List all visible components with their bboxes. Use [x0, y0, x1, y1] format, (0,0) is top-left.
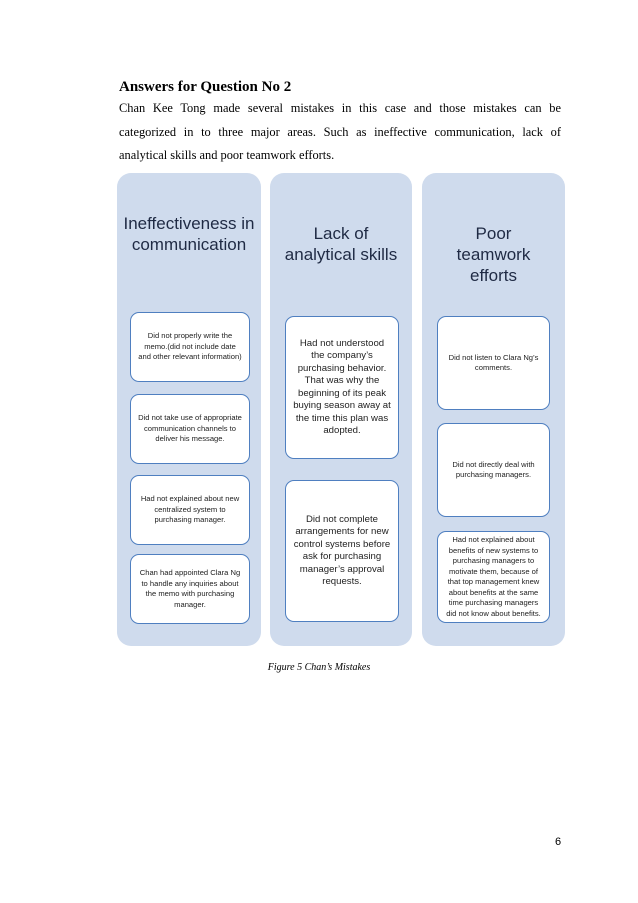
- column-teamwork: [422, 173, 565, 646]
- mistake-card-text: Did not complete arrangements for new control systems before ask for purchasing manager’s approval requests.: [293, 513, 391, 587]
- mistake-card: [437, 423, 550, 517]
- mistake-card-text: Had not explained about benefits of new systems to purchasing managers to motivate them, because of that top management knew about benefits at the same time purchasing managers did not know about benefits.: [446, 535, 541, 618]
- column-analytical: [270, 173, 412, 646]
- page-number: 6: [555, 836, 562, 848]
- mistake-card: [130, 475, 250, 545]
- mistake-card: [437, 531, 550, 623]
- mistake-card-text: Did not directly deal with purchasing managers.: [452, 459, 535, 479]
- mistake-card: [130, 394, 250, 464]
- mistake-card-text: Did not take use of appropriate communication channels to deliver his message.: [138, 413, 242, 444]
- column-title-communication: Ineffectiveness in communication: [123, 214, 255, 254]
- section-heading: Answers for Question No 2: [119, 79, 292, 95]
- mistake-card: [285, 480, 399, 622]
- mistake-card: [130, 554, 250, 624]
- mistake-card-text: Had not understood the company’s purchasing behavior. That was why the beginning of its peak buying season away at the time this plan was adopted.: [293, 337, 391, 436]
- mistake-card-text: Did not listen to Clara Ng’s comments.: [448, 352, 539, 372]
- column-title-analytical: Lack of analytical skills: [284, 224, 398, 264]
- mistake-card: [437, 316, 550, 410]
- mistake-card-text: Had not explained about new centralized system to purchasing manager.: [140, 494, 240, 525]
- intro-paragraph: Chan Kee Tong made several mistakes in this case and those mistakes can be categorized in to three major areas. Such as ineffective communication, lack of analytical skills and poor teamwork efforts.: [119, 101, 561, 162]
- mistake-card: [285, 316, 399, 459]
- mistake-card-text: Chan had appointed Clara Ng to handle any inquiries about the memo with purchasing manager.: [139, 568, 241, 609]
- figure-caption: Figure 5 Chan’s Mistakes: [267, 662, 371, 673]
- column-communication: [117, 173, 261, 646]
- mistake-card: [130, 312, 250, 382]
- column-title-teamwork: Poor teamwork efforts: [456, 224, 531, 285]
- mistake-card-text: Did not properly write the memo.(did not include date and other relevant information): [138, 331, 242, 362]
